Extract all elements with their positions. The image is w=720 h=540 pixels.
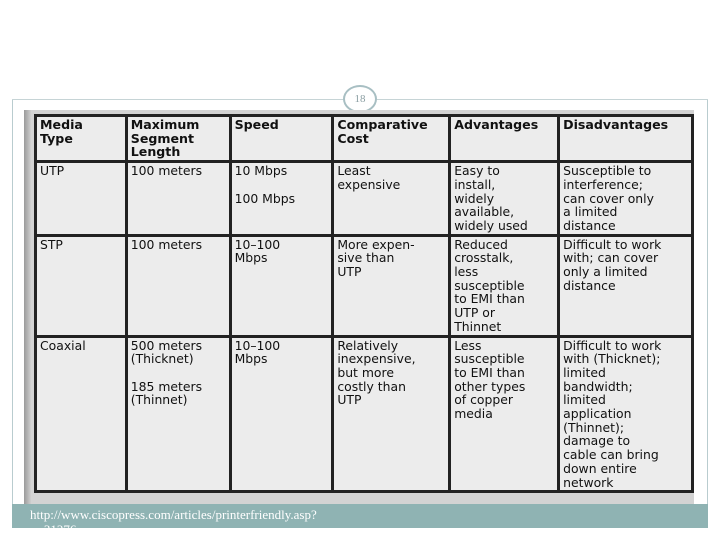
cell-media-type: UTP	[37, 163, 125, 234]
cell-speed: 10–100 Mbps	[232, 338, 332, 491]
cell-segment-length: 100 meters	[128, 237, 229, 335]
cell-speed: 10–100 Mbps	[232, 237, 332, 335]
cell-cost: More expen- sive than UTP	[334, 237, 448, 335]
source-link[interactable]: http://www.ciscopress.com/articles/printerfriendly.asp?p=31276	[30, 507, 317, 537]
cell-disadvantages: Susceptible to interference; can cover only a limited distance	[560, 163, 691, 234]
table-row-utp	[37, 163, 691, 234]
cell-speed: 10 Mbps 100 Mbps	[232, 163, 332, 234]
cell-advantages: Easy to install, widely available, widely used	[451, 163, 557, 234]
header-speed: Speed	[232, 117, 332, 160]
header-advantages: Advantages	[451, 117, 557, 160]
header-maximum-segment-length: Maximum Segment Length	[128, 117, 229, 160]
header-media-type: Media Type	[37, 117, 125, 160]
table-header-row	[37, 117, 691, 160]
cell-advantages: Less susceptible to EMI than other types of copper media	[451, 338, 557, 491]
cell-disadvantages: Difficult to work with; can cover only a limited distance	[560, 237, 691, 335]
media-comparison-table	[34, 114, 694, 493]
header-disadvantages: Disadvantages	[560, 117, 691, 160]
cell-media-type: STP	[37, 237, 125, 335]
page-number-badge: 18	[343, 85, 377, 113]
cell-cost: Relatively inexpensive, but more costly than UTP	[334, 338, 448, 491]
cell-segment-length: 500 meters (Thicknet) 185 meters (Thinnet)	[128, 338, 229, 491]
table-row-coaxial	[37, 338, 691, 491]
header-comparative-cost: Comparative Cost	[334, 117, 448, 160]
cell-disadvantages: Difficult to work with (Thicknet); limited bandwidth; limited application (Thinnet); damage to cable can bring down entire network	[560, 338, 691, 491]
cell-advantages: Reduced crosstalk, less susceptible to EMI than UTP or Thinnet	[451, 237, 557, 335]
cell-cost: Least expensive	[334, 163, 448, 234]
scanned-table-image	[24, 110, 694, 504]
cell-media-type: Coaxial	[37, 338, 125, 491]
cell-segment-length: 100 meters	[128, 163, 229, 234]
table-row-stp	[37, 237, 691, 335]
